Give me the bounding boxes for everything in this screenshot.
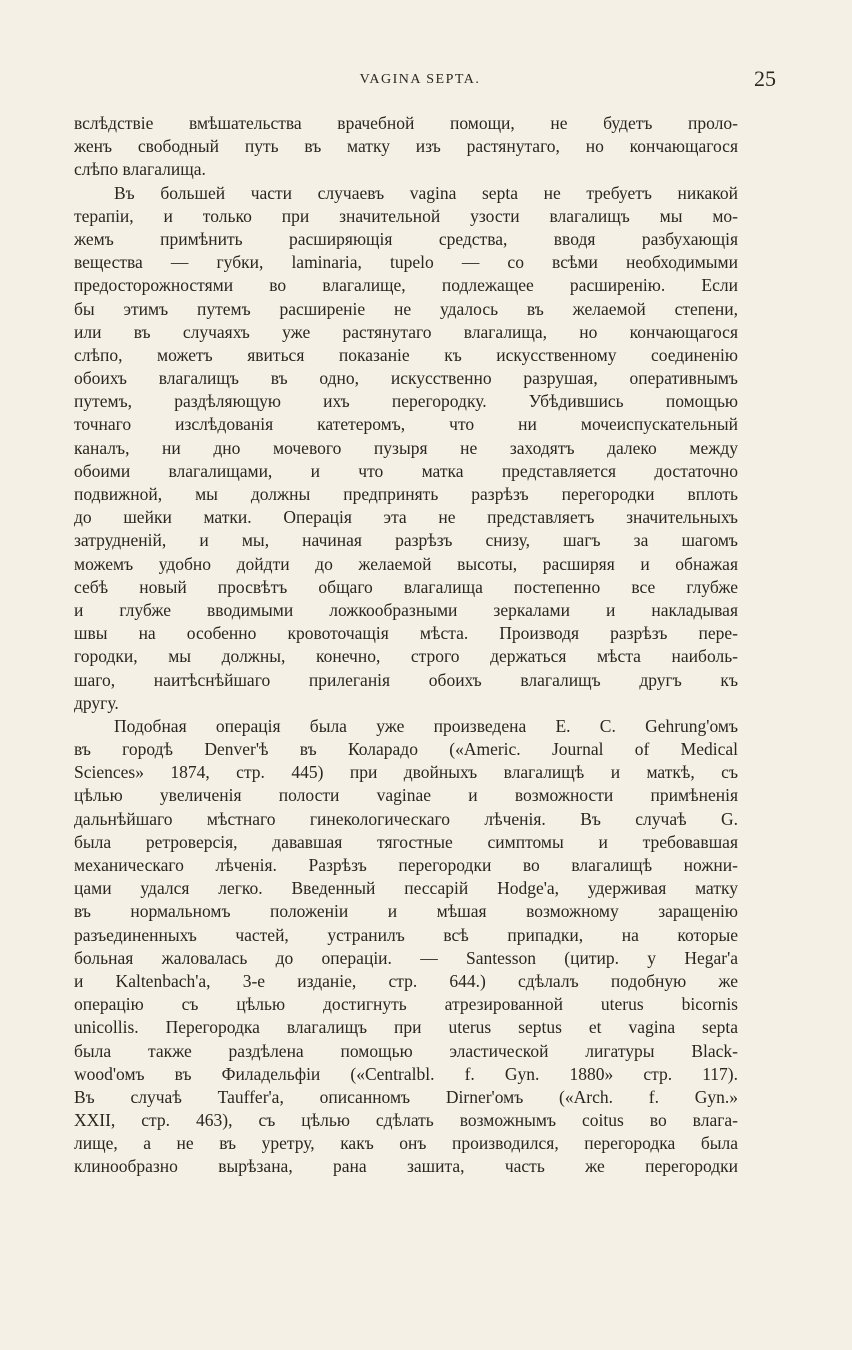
text-line: городки, мы должны, конечно, строго держаться мѣста наиболь- (74, 646, 738, 667)
text-line: Sciences» 1874, стр. 445) при двойныхъ влагалищѣ и маткѣ, съ (74, 762, 738, 783)
text-line: другу. (74, 692, 119, 713)
text-line: слѣпо, можетъ явиться показаніе къ искусственному соединенію (74, 344, 738, 365)
text-line: до шейки матки. Операція эта не представляетъ значительныхъ (74, 507, 738, 528)
text-line: была также раздѣлена помощью эластической лигатуры Black- (74, 1040, 738, 1061)
text-line: въ нормальномъ положеніи и мѣшая возможному заращенію (74, 901, 738, 922)
text-line: и Kaltenbach'а, 3-е изданіе, стр. 644.) сдѣлалъ подобную же (74, 970, 738, 991)
text-line: терапіи, и только при значительной узости влагалищъ мы мо- (74, 205, 738, 226)
text-line: бы этимъ путемъ расширеніе не удалось въ желаемой степени, (74, 298, 738, 319)
text-line: механическаго лѣченія. Разрѣзъ перегородки во влагалищѣ ножни- (74, 855, 738, 875)
text-line: unicollis. Перегородка влагалищъ при uterus septus et vagina septa (74, 1017, 738, 1038)
text-line: клинообразно вырѣзана, рана зашита, часть же перегородки (74, 1156, 738, 1177)
text-line: швы на особенно кровоточащія мѣста. Производя разрѣзъ пере- (74, 623, 738, 644)
text-line: Въ большей части случаевъ vagina septa не требуетъ никакой (114, 182, 738, 203)
text-line: предосторожностями во влагалище, подлежащее расширенію. Если (74, 275, 738, 296)
text-line: лище, а не въ уретру, какъ онъ производился, перегородка была (74, 1133, 738, 1154)
text-line: разъединенныхъ частей, устранилъ всѣ припадки, на которые (74, 924, 738, 945)
text-line: слѣпо влагалища. (74, 159, 206, 180)
text-line: затрудненій, и мы, начиная разрѣзъ снизу, шагъ за шагомъ (74, 530, 738, 551)
body-text (74, 112, 738, 1179)
text-line: путемъ, раздѣляющую ихъ перегородку. Убѣдившись помощью (74, 391, 738, 412)
text-line: шаго, наитѣснѣйшаго прилеганія обоихъ влагалищъ другъ къ (74, 669, 738, 690)
text-line: подвижной, мы должны предпринять разрѣзъ перегородки вплоть (74, 484, 738, 504)
text-line: Подобная операція была уже произведена E. C. Gehrung'омъ (114, 715, 738, 736)
text-line: вещества — губки, laminaria, tupelo — со всѣми необходимыми (74, 252, 738, 273)
page-number: 25 (754, 66, 776, 91)
text-line: обоими влагалищами, и что матка представляется достаточно (74, 460, 738, 481)
text-line: обоихъ влагалищъ въ одно, искусственно разрушая, оперативнымъ (74, 368, 738, 389)
text-line: точнаго изслѣдованія катетеромъ, что ни мочеиспускательный (74, 414, 738, 435)
text-line: жемъ примѣнить расширяющія средства, вводя разбухающія (74, 228, 738, 249)
text-line: въ городѣ Denver'ѣ въ Коларадо («Americ. Journal of Medical (74, 739, 738, 760)
text-line: больная жаловалась до операціи. — Santesson (цитир. у Hegar'а (74, 947, 738, 968)
text-line: женъ свободный путь въ матку изъ растянутаго, но кончающагося (74, 136, 738, 157)
text-line: Въ случаѣ Tauffer'а, описанномъ Dirner'омъ («Arch. f. Gyn.» (74, 1086, 738, 1107)
text-line: или въ случаяхъ уже растянутаго влагалища, но кончающагося (74, 321, 738, 342)
text-line: операцію съ цѣлью достигнуть атрезированной uterus bicornis (74, 994, 738, 1015)
running-title: VAGINA SEPTA. (359, 72, 481, 87)
running-head (70, 64, 776, 94)
text-line: вслѣдствіе вмѣшательства врачебной помощи, не будетъ проло- (74, 113, 738, 133)
text-line: wood'омъ въ Филадельфіи («Centralbl. f. Gyn. 1880» стр. 117). (74, 1063, 738, 1084)
text-line: каналъ, ни дно мочевого пузыря не заходятъ далеко между (74, 437, 738, 458)
text-line: и глубже вводимыми ложкообразными зеркалами и накладывая (74, 599, 738, 620)
text-line: можемъ удобно дойдти до желаемой высоты, расширяя и обнажая (74, 553, 738, 574)
text-line: дальнѣйшаго мѣстнаго гинекологическаго лѣченія. Въ случаѣ G. (74, 808, 738, 829)
text-line: цѣлью увеличенія полости vaginae и возможности примѣненія (74, 785, 738, 806)
text-line: была ретроверсія, дававшая тягостные симптомы и требовавшая (74, 831, 738, 852)
text-line: XXII, стр. 463), съ цѣлью сдѣлать возможнымъ coitus во влага- (74, 1110, 738, 1131)
text-line: цами удался легко. Введенный пессарій Hodge'а, удерживая матку (74, 878, 738, 899)
text-line: себѣ новый просвѣтъ общаго влагалища постепенно все глубже (74, 576, 738, 597)
